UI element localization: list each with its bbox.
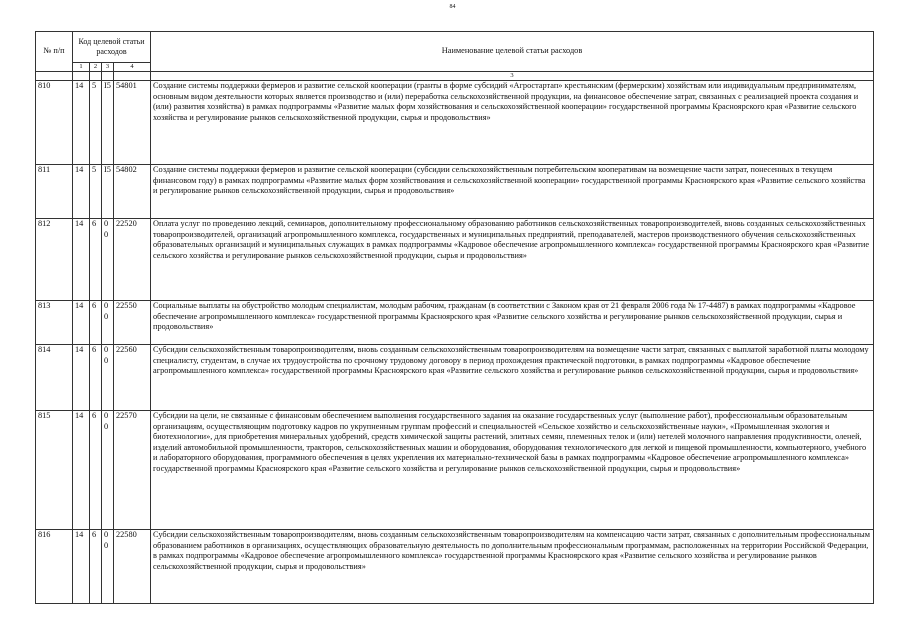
code-4: 22560 bbox=[114, 345, 151, 411]
row-number: 816 bbox=[36, 530, 73, 604]
code-2: 6 bbox=[90, 301, 102, 345]
header-code-col-3: 3 bbox=[102, 63, 114, 72]
code-1: 14 bbox=[73, 411, 90, 530]
code-3: 00 bbox=[102, 530, 114, 604]
row-number: 815 bbox=[36, 411, 73, 530]
table-row bbox=[36, 411, 874, 530]
table-row bbox=[36, 530, 874, 604]
code-1: 14 bbox=[73, 345, 90, 411]
row-description: Оплата услуг по проведению лекций, семинаров, дополнительному профессиональному образованию работников сельскохозяйственных товаропроизводителей, вновь созданных сельскохозяйственных товаропроизводителей, организаций агропромышленного комплекса, государственных и муниципальных предприятий, преподавателей, мастеров производственного обучения сельскохозяйственных образовательных организаций и муниципальных служащих в рамках подпрограммы «Кадровое обеспечение агропромышленного комплекса» государственной программы Красноярского края «Развитие сельского хозяйства и регулирование рынков сельскохозяйственной продукции, сырья и продовольствия» bbox=[151, 219, 874, 301]
code-2: 5 bbox=[90, 81, 102, 165]
row-number: 812 bbox=[36, 219, 73, 301]
code-4: 22550 bbox=[114, 301, 151, 345]
code-2: 6 bbox=[90, 345, 102, 411]
code-1: 14 bbox=[73, 530, 90, 604]
code-2: 6 bbox=[90, 411, 102, 530]
row-number: 813 bbox=[36, 301, 73, 345]
code-1: 14 bbox=[73, 165, 90, 219]
page-number: 84 bbox=[449, 4, 456, 10]
code-4: 22570 bbox=[114, 411, 151, 530]
row-description: Субсидии сельскохозяйственным товаропроизводителям, вновь созданным сельскохозяйственным товаропроизводителям на возмещение части затрат, связанных с выплатой заработной платы молодому специалисту, студентам, в случае их трудоустройства по срочному трудовому договору в период прохождения практической подготовки, в рамках подпрограммы «Кадровое обеспечение агропромышленного комплекса» государственной программы Красноярского края «Развитие сельского хозяйства и регулирование рынков сельскохозяйственной продукции, сырья и продовольствия» bbox=[151, 345, 874, 411]
code-4: 54802 bbox=[114, 165, 151, 219]
code-4: 22580 bbox=[114, 530, 151, 604]
code-4: 54801 bbox=[114, 81, 151, 165]
header-name-col-number: 3 bbox=[151, 72, 874, 81]
table-row bbox=[36, 81, 874, 165]
header-code-group: Код целевой статьи расходов bbox=[73, 32, 151, 63]
code-3: 00 bbox=[102, 219, 114, 301]
code-3: I5 bbox=[102, 165, 114, 219]
table-row bbox=[36, 219, 874, 301]
code-3: 00 bbox=[102, 301, 114, 345]
code-1: 14 bbox=[73, 301, 90, 345]
code-2: 5 bbox=[90, 165, 102, 219]
table-row bbox=[36, 301, 874, 345]
table-row bbox=[36, 345, 874, 411]
row-number: 810 bbox=[36, 81, 73, 165]
row-description: Создание системы поддержки фермеров и развитие сельской кооперации (гранты в форме субсидий «Агростартап» крестьянским (фермерским) хозяйствам или индивидуальным предпринимателям, основным видом деятельности которых является производство и (или) переработка сельскохозяйственной продукции, на финансовое обеспечение затрат, связанных с реализацией проекта создания и (или) развития хозяйства) в рамках подпрограммы «Развитие малых форм хозяйствования и сельскохозяйственной кооперации» государственной программы Красноярского края «Развитие сельского хозяйства и регулирование рынков сельскохозяйственной продукции, сырья и продовольствия» bbox=[151, 81, 874, 165]
row-description: Субсидии на цели, не связанные с финансовым обеспечением выполнения государственного задания на оказание государственных услуг (выполнение работ), профессиональным образовательным организациям, осуществляющим подготовку кадров по укрупненным группам профессий и специальностей «Сельское хозяйство и сельскохозяйственные науки», «Промышленная экология и биотехнологии», для приобретения минеральных удобрений, средств химической защиты растений, элитных семян, племенных телок и (или) нетелей молочного направления продуктивности, оленей, изделий автомобильной промышленности, тракторов, сельскохозяйственных машин и оборудования, оборудования технологического для легкой и пищевой промышленности, компьютерного, учебного и лабораторного оборудования, программного обеспечения в целях укрепления их материально-технической базы в рамках подпрограммы «Кадровое обеспечение агропромышленного комплекса» государственной программы Красноярского края «Развитие сельского хозяйства и регулирование рынков сельскохозяйственной продукции, сырья и продовольствия» bbox=[151, 411, 874, 530]
header-code-col-2: 2 bbox=[90, 63, 102, 72]
budget-items-table bbox=[35, 31, 874, 604]
code-4: 22520 bbox=[114, 219, 151, 301]
row-description: Социальные выплаты на обустройство молодым специалистам, молодым рабочим, гражданам (в соответствии с Законом края от 21 февраля 2006 года № 17-4487) в рамках подпрограммы «Кадровое обеспечение агропромышленного комплекса» государственной программы Красноярского края «Развитие сельского хозяйства и регулирование рынков сельскохозяйственной продукции, сырья и продовольствия» bbox=[151, 301, 874, 345]
header-code-col-1: 1 bbox=[73, 63, 90, 72]
code-3: 00 bbox=[102, 411, 114, 530]
row-description: Субсидии сельскохозяйственным товаропроизводителям, вновь созданным сельскохозяйственным товаропроизводителям на компенсацию части затрат, связанных с дополнительным профессиональным образованием работников в организациях, осуществляющих образовательную деятельность по дополнительным профессиональным программам, расположенных на территории Российской Федерации, в рамках подпрограммы «Кадровое обеспечение агропромышленного комплекса» государственной программы Красноярского края «Развитие сельского хозяйства и регулирование рынков сельскохозяйственной продукции, сырья и продовольствия» bbox=[151, 530, 874, 604]
header-code-col-4: 4 bbox=[114, 63, 151, 72]
row-number: 814 bbox=[36, 345, 73, 411]
table-row bbox=[36, 165, 874, 219]
code-2: 6 bbox=[90, 219, 102, 301]
row-number: 811 bbox=[36, 165, 73, 219]
code-3: 00 bbox=[102, 345, 114, 411]
code-2: 6 bbox=[90, 530, 102, 604]
code-1: 14 bbox=[73, 219, 90, 301]
code-1: 14 bbox=[73, 81, 90, 165]
header-row-number: № п/п bbox=[36, 32, 73, 72]
code-3: I5 bbox=[102, 81, 114, 165]
header-name: Наименование целевой статьи расходов bbox=[151, 32, 874, 72]
row-description: Создание системы поддержки фермеров и развитие сельской кооперации (субсидии сельскохозяйственным потребительским кооперативам на возмещение части затрат, понесенных в текущем финансовом году) в рамках подпрограммы «Развитие малых форм хозяйствования и сельскохозяйственной кооперации» государственной программы Красноярского края «Развитие сельского хозяйства и регулирование рынков сельскохозяйственной продукции, сырья и продовольствия» bbox=[151, 165, 874, 219]
